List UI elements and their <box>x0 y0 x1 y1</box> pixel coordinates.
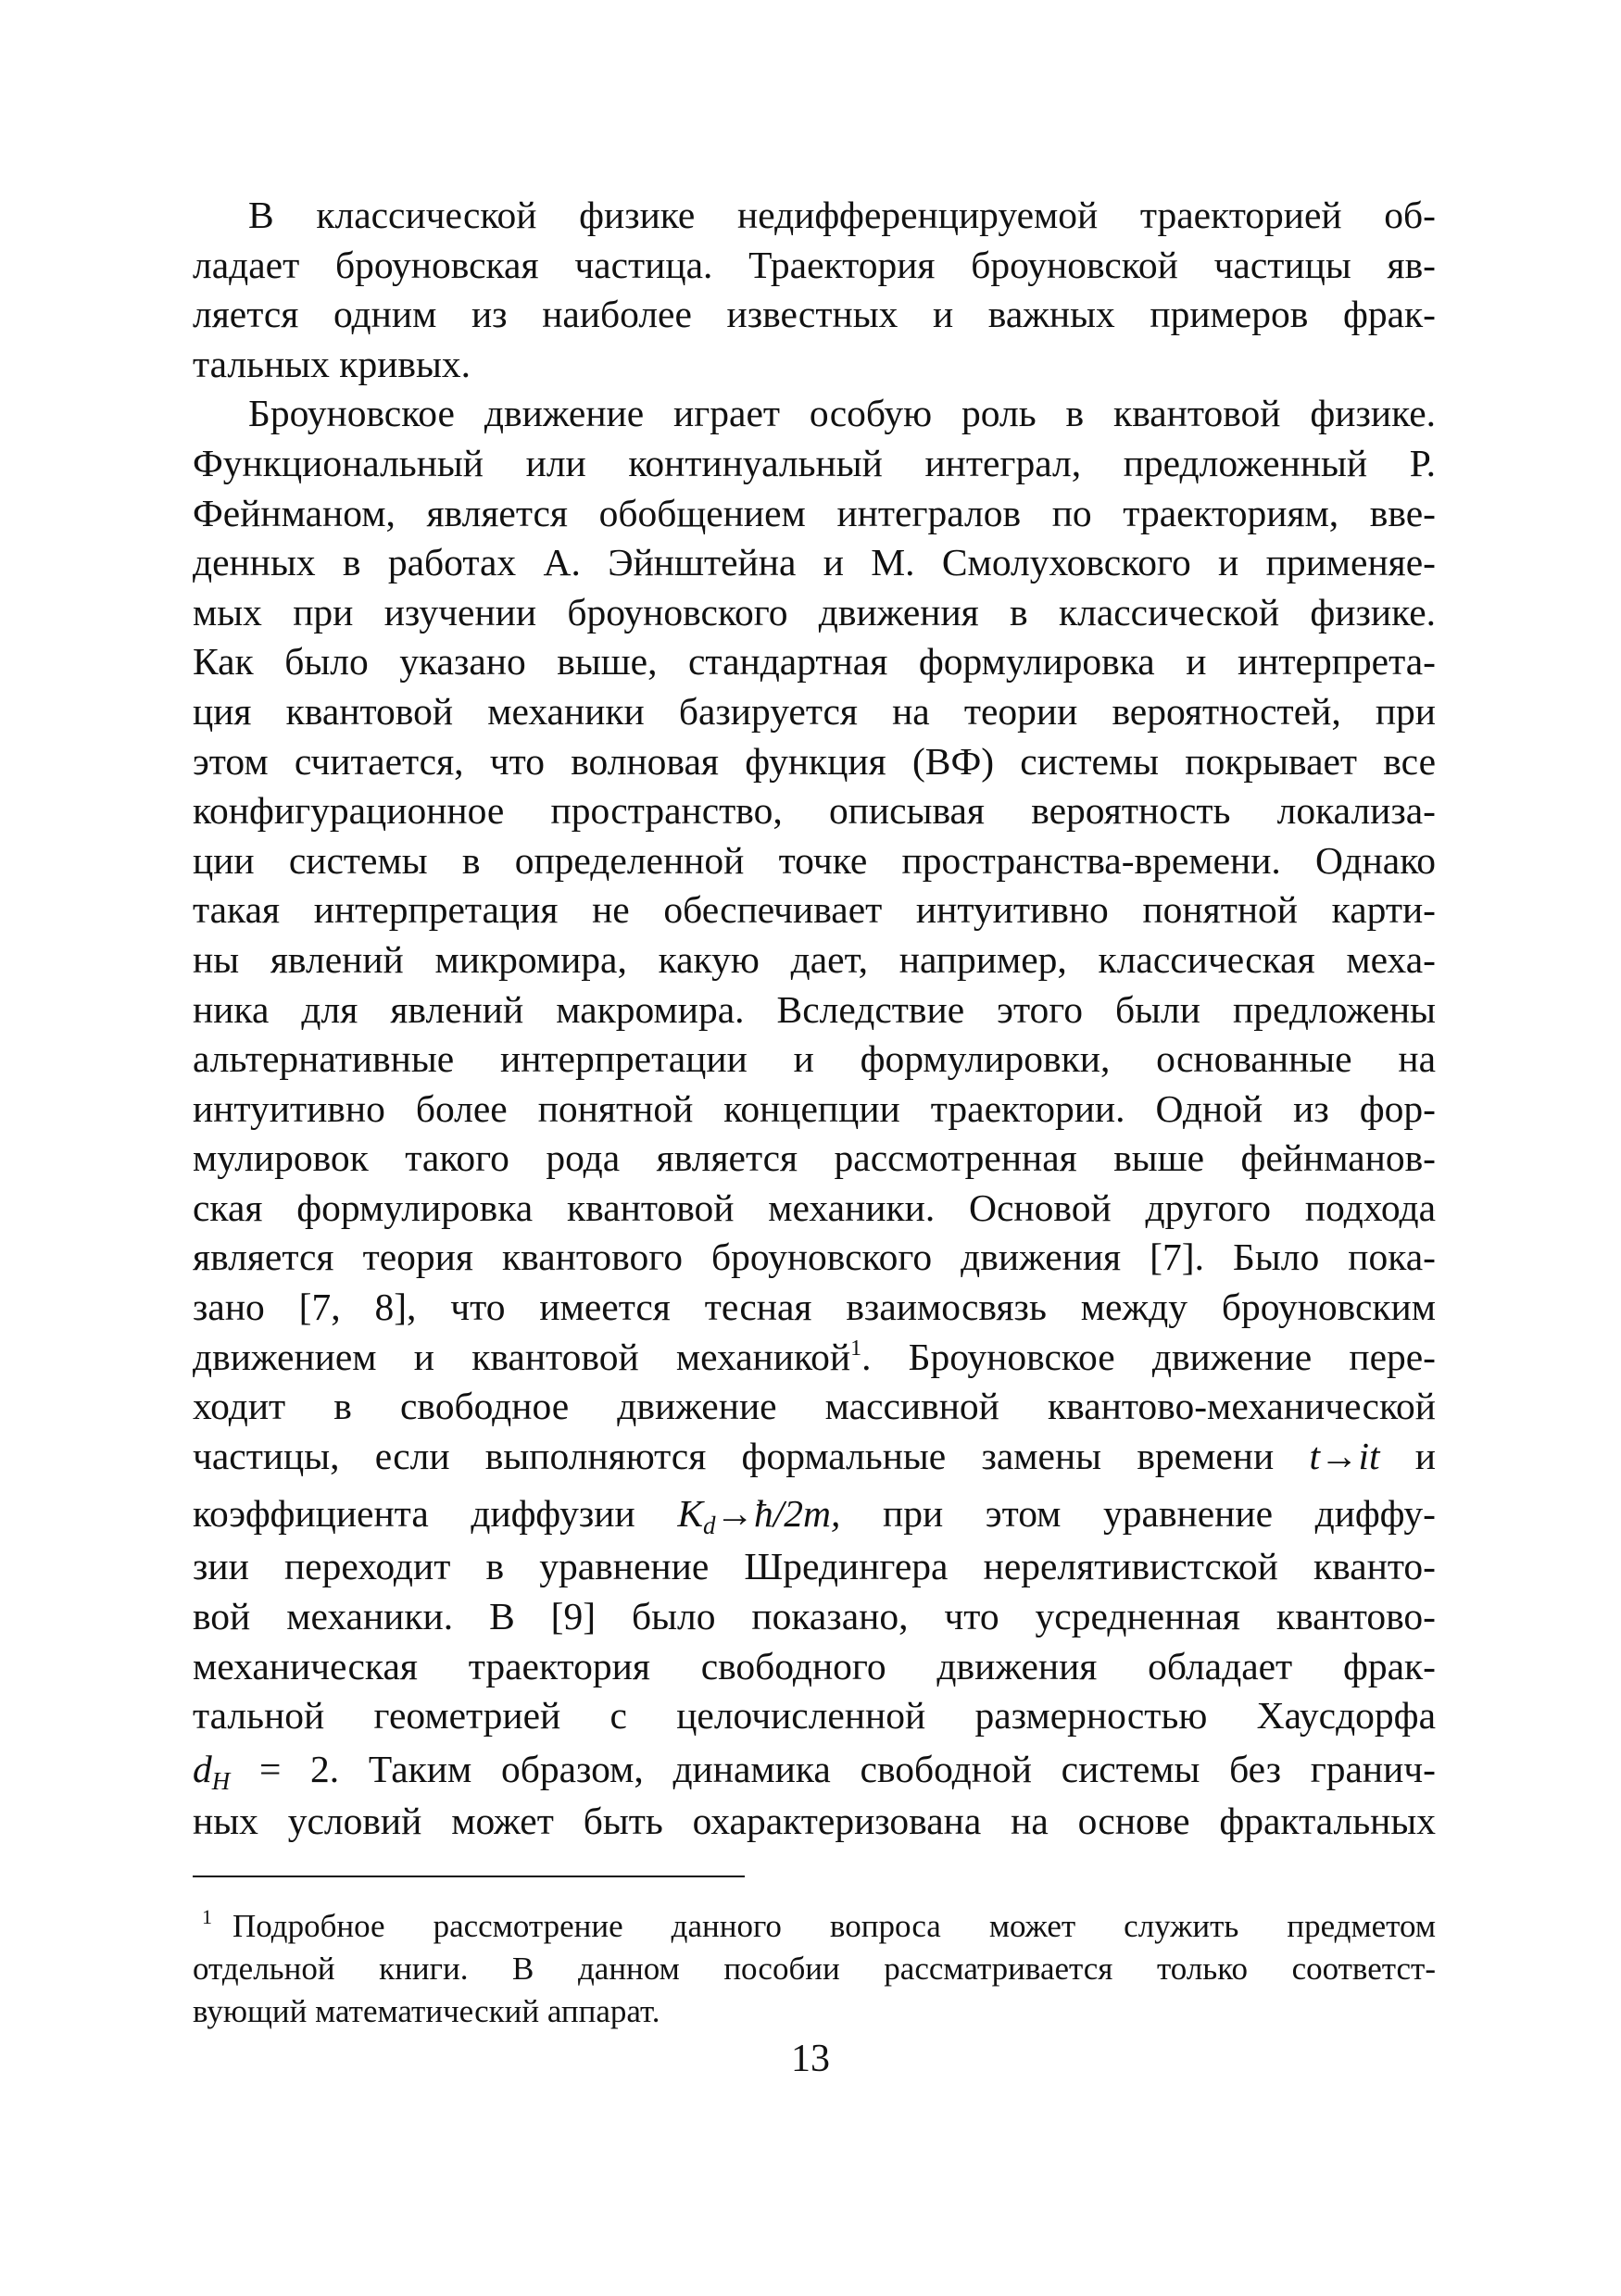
text-line: механическая траектория свободного движения обладает фрак- <box>193 1644 1436 1687</box>
text-line: Фейнманом, является обобщением интегралов по траекториям, вве- <box>193 491 1436 534</box>
text-line: зии переходит в уравнение Шредингера нерелятивистской кванто- <box>193 1545 1436 1588</box>
text-fragment: движением и квантовой механикой <box>193 1335 851 1378</box>
text-line: ходит в свободное движение массивной квантово-механической <box>193 1385 1436 1428</box>
text-line: ляется одним из наиболее известных и важных примеров фрак- <box>193 293 1436 336</box>
text-line: ных условий может быть охарактеризована на основе фрактальных <box>193 1799 1436 1842</box>
text-line: мых при изучении броуновского движения в классической физике. <box>193 590 1436 634</box>
text-fragment: и <box>1414 1434 1436 1477</box>
text-line-with-formula <box>193 1432 1436 1482</box>
formula-rest: →ħ/2m, <box>715 1492 841 1536</box>
text-fragment: при этом уравнение диффу- <box>883 1492 1437 1536</box>
text-line: конфигурационное пространство, описывая вероятность локализа- <box>193 789 1436 833</box>
text-fragment: . Броуновское движение пере- <box>861 1335 1436 1378</box>
text-line: Функциональный или континуальный интеграл, предложенный Р. <box>193 441 1436 484</box>
footnote-text: Подробное рассмотрение данного вопроса может служить предметом <box>232 1908 1436 1944</box>
text-line: ника для явлений макромира. Вследствие этого были предложены <box>193 987 1436 1031</box>
text-line: тальной геометрией с целочисленной размерностью Хаусдорфа <box>193 1694 1436 1738</box>
text-line: такая интерпретация не обеспечивает интуитивно понятной карти- <box>193 888 1436 932</box>
footnote-reference[interactable]: 1 <box>850 1336 862 1361</box>
footnote-mark: 1 <box>202 1905 212 1928</box>
text-line: вой механики. В [9] было показано, что усредненная квантово- <box>193 1595 1436 1638</box>
text-line: альтернативные интерпретации и формулировки, основанные на <box>193 1037 1436 1081</box>
text-line: мулировок такого рода является рассмотренная выше фейнманов- <box>193 1136 1436 1180</box>
text-line: интуитивно более понятной концепции траектории. Одной из фор- <box>193 1086 1436 1130</box>
formula-subscript: H <box>211 1766 231 1795</box>
formula-subscript: d <box>703 1512 716 1540</box>
footnote <box>193 1905 1436 2033</box>
footnote-line: отдельной книги. В данном пособии рассматривается только соответст- <box>193 1951 1436 1987</box>
footnote-line <box>193 1905 1436 1948</box>
text-line-with-formula <box>193 1741 1436 1797</box>
text-line: этом считается, что волновая функция (ВФ) системы покрывает все <box>193 739 1436 783</box>
text-line: Как было указано выше, стандартная формулировка и интерпрета- <box>193 640 1436 684</box>
text-line: Броуновское движение играет особую роль в квантовой физике. <box>248 392 1436 435</box>
formula-rest: = 2. <box>258 1747 340 1790</box>
text-line: ладает броуновская частица. Траектория броуновской частицы яв- <box>193 243 1436 286</box>
text-fragment: частицы, если выполняются формальные замены времени <box>193 1434 1275 1477</box>
footnote-line: вующий математический аппарат. <box>193 1993 660 2029</box>
text-line: В классической физике недифференцируемой траекторией об- <box>248 194 1436 236</box>
text-line-with-footnote-ref <box>193 1333 1436 1383</box>
formula-hausdorff-dimension <box>193 1747 340 1795</box>
page-number: 13 <box>791 2038 830 2080</box>
formula-diffusion-coefficient <box>677 1492 841 1540</box>
text-line: ны явлений микромира, какую дает, например, классическая меха- <box>193 937 1436 981</box>
text-line: зано [7, 8], что имеется тесная взаимосвязь между броуновским <box>193 1286 1436 1329</box>
footnote-divider <box>193 1876 745 1877</box>
main-text <box>193 191 1436 1846</box>
text-line: тальных кривых. <box>193 342 471 385</box>
text-line: ции системы в определенной точке пространства-времени. Однако <box>193 838 1436 882</box>
text-fragment: коэффициента диффузии <box>193 1492 635 1536</box>
text-line: ская формулировка квантовой механики. Основой другого подхода <box>193 1186 1436 1229</box>
text-line: ция квантовой механики базируется на теории вероятностей, при <box>193 689 1436 733</box>
formula-symbol: d <box>193 1747 212 1790</box>
formula-symbol: K <box>677 1492 704 1536</box>
text-line: является теория квантового броуновского движения [7]. Было пока- <box>193 1236 1436 1279</box>
formula-time-substitution: t→it <box>1309 1434 1380 1477</box>
text-fragment: Таким образом, динамика свободной системы без гранич- <box>368 1747 1436 1790</box>
text-line: денных в работах А. Эйнштейна и М. Смолуховского и применяе- <box>193 541 1436 584</box>
text-line-with-formula <box>193 1481 1436 1542</box>
